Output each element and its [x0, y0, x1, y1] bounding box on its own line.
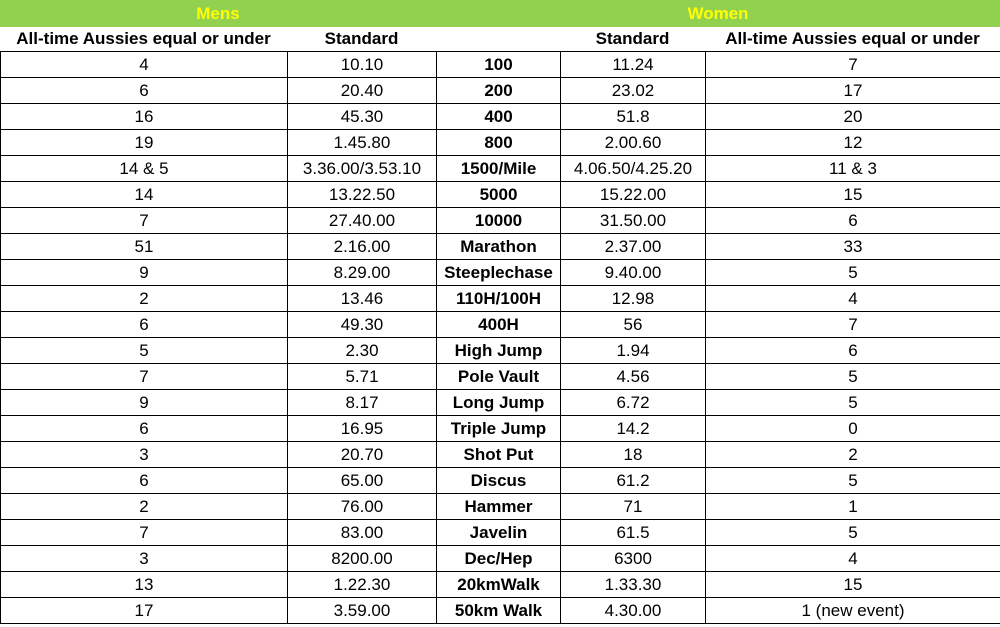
header-women-count: All-time Aussies equal or under: [725, 29, 980, 48]
cell-men-count: 3: [1, 442, 288, 468]
cell-event: Javelin: [437, 520, 561, 546]
cell-men-count: 2: [1, 494, 288, 520]
table-row: [1, 104, 1000, 130]
cell-women-standard: 11.24: [561, 52, 706, 78]
table-row: [1, 208, 1000, 234]
cell-women-count: 4: [706, 546, 1000, 572]
table-row: [1, 468, 1000, 494]
header-men-standard: Standard: [324, 29, 399, 48]
cell-men-count: 6: [1, 312, 288, 338]
cell-women-count: 1: [706, 494, 1000, 520]
cell-men-standard: 13.22.50: [288, 182, 437, 208]
cell-women-standard: 56: [561, 312, 706, 338]
cell-women-count: 1 (new event): [706, 598, 1000, 624]
cell-event: Shot Put: [437, 442, 561, 468]
cell-women-standard: 4.06.50/4.25.20: [561, 156, 706, 182]
cell-men-count: 2: [1, 286, 288, 312]
cell-men-standard: 1.22.30: [288, 572, 437, 598]
cell-event: 400H: [437, 312, 561, 338]
cell-men-count: 9: [1, 390, 288, 416]
table-row: [1, 78, 1000, 104]
cell-men-standard: 49.30: [288, 312, 437, 338]
cell-event: Pole Vault: [437, 364, 561, 390]
cell-event: Long Jump: [437, 390, 561, 416]
cell-men-standard: 2.16.00: [288, 234, 437, 260]
cell-men-count: 3: [1, 546, 288, 572]
cell-event: 110H/100H: [437, 286, 561, 312]
header-women-standard: Standard: [595, 29, 670, 48]
cell-men-standard: 76.00: [288, 494, 437, 520]
cell-event: 100: [437, 52, 561, 78]
cell-women-standard: 2.00.60: [561, 130, 706, 156]
cell-women-standard: 61.2: [561, 468, 706, 494]
cell-women-count: 5: [706, 390, 1000, 416]
cell-women-count: 7: [706, 312, 1000, 338]
standards-table-body: [1, 52, 1000, 624]
table-row: [1, 390, 1000, 416]
cell-men-standard: 65.00: [288, 468, 437, 494]
cell-women-standard: 23.02: [561, 78, 706, 104]
table-row: [1, 416, 1000, 442]
cell-women-count: 6: [706, 208, 1000, 234]
table-row: [1, 260, 1000, 286]
cell-men-count: 6: [1, 78, 288, 104]
cell-men-count: 7: [1, 520, 288, 546]
cell-women-count: 2: [706, 442, 1000, 468]
cell-women-standard: 4.30.00: [561, 598, 706, 624]
table-row: [1, 286, 1000, 312]
cell-women-count: 12: [706, 130, 1000, 156]
cell-men-standard: 8200.00: [288, 546, 437, 572]
cell-men-standard: 3.36.00/3.53.10: [288, 156, 437, 182]
cell-event: Triple Jump: [437, 416, 561, 442]
cell-men-count: 7: [1, 364, 288, 390]
cell-men-standard: 45.30: [288, 104, 437, 130]
cell-men-standard: 1.45.80: [288, 130, 437, 156]
cell-women-standard: 1.33.30: [561, 572, 706, 598]
cell-men-standard: 83.00: [288, 520, 437, 546]
cell-women-count: 0: [706, 416, 1000, 442]
table-row: [1, 494, 1000, 520]
cell-women-count: 11 & 3: [706, 156, 1000, 182]
table-row: [1, 182, 1000, 208]
cell-men-count: 6: [1, 416, 288, 442]
cell-men-count: 13: [1, 572, 288, 598]
cell-women-standard: 51.8: [561, 104, 706, 130]
table-row: [1, 52, 1000, 78]
cell-women-count: 5: [706, 260, 1000, 286]
table-row: [1, 442, 1000, 468]
table-row: [1, 364, 1000, 390]
cell-men-count: 17: [1, 598, 288, 624]
cell-men-count: 7: [1, 208, 288, 234]
cell-men-count: 6: [1, 468, 288, 494]
table-row: [1, 598, 1000, 624]
cell-men-standard: 13.46: [288, 286, 437, 312]
cell-event: High Jump: [437, 338, 561, 364]
cell-men-count: 9: [1, 260, 288, 286]
cell-women-standard: 61.5: [561, 520, 706, 546]
table-row: [1, 312, 1000, 338]
table-row: [1, 520, 1000, 546]
cell-men-count: 19: [1, 130, 288, 156]
cell-men-count: 16: [1, 104, 288, 130]
cell-men-standard: 20.40: [288, 78, 437, 104]
cell-men-standard: 2.30: [288, 338, 437, 364]
table-row: [1, 338, 1000, 364]
cell-event: 400: [437, 104, 561, 130]
cell-men-count: 14: [1, 182, 288, 208]
cell-women-standard: 6300: [561, 546, 706, 572]
cell-women-count: 5: [706, 520, 1000, 546]
cell-women-standard: 2.37.00: [561, 234, 706, 260]
cell-men-standard: 8.29.00: [288, 260, 437, 286]
cell-event: 800: [437, 130, 561, 156]
cell-event: 5000: [437, 182, 561, 208]
cell-women-standard: 4.56: [561, 364, 706, 390]
cell-event: Dec/Hep: [437, 546, 561, 572]
cell-women-count: 15: [706, 572, 1000, 598]
cell-women-standard: 15.22.00: [561, 182, 706, 208]
table-row: [1, 234, 1000, 260]
cell-men-count: 14 & 5: [1, 156, 288, 182]
cell-women-standard: 18: [561, 442, 706, 468]
cell-event: 200: [437, 78, 561, 104]
cell-women-standard: 6.72: [561, 390, 706, 416]
cell-event: Hammer: [437, 494, 561, 520]
cell-women-count: 4: [706, 286, 1000, 312]
cell-women-count: 7: [706, 52, 1000, 78]
cell-men-standard: 3.59.00: [288, 598, 437, 624]
cell-event: 1500/Mile: [437, 156, 561, 182]
cell-women-standard: 71: [561, 494, 706, 520]
cell-event: Steeplechase: [437, 260, 561, 286]
cell-event: Discus: [437, 468, 561, 494]
cell-men-standard: 8.17: [288, 390, 437, 416]
cell-women-count: 5: [706, 364, 1000, 390]
cell-women-standard: 1.94: [561, 338, 706, 364]
cell-men-standard: 20.70: [288, 442, 437, 468]
cell-event: Marathon: [437, 234, 561, 260]
cell-women-standard: 12.98: [561, 286, 706, 312]
cell-women-standard: 14.2: [561, 416, 706, 442]
table-row: [1, 572, 1000, 598]
cell-women-count: 6: [706, 338, 1000, 364]
cell-men-count: 4: [1, 52, 288, 78]
mens-banner: Mens: [0, 0, 436, 27]
table-row: [1, 546, 1000, 572]
cell-men-standard: 10.10: [288, 52, 437, 78]
cell-women-standard: 31.50.00: [561, 208, 706, 234]
cell-men-standard: 16.95: [288, 416, 437, 442]
table-row: [1, 156, 1000, 182]
table-row: [1, 130, 1000, 156]
cell-women-count: 33: [706, 234, 1000, 260]
cell-event: 10000: [437, 208, 561, 234]
standards-table: [0, 51, 1000, 624]
cell-event: 50km Walk: [437, 598, 561, 624]
header-men-count: All-time Aussies equal or under: [16, 29, 271, 48]
cell-women-standard: 9.40.00: [561, 260, 706, 286]
cell-women-count: 15: [706, 182, 1000, 208]
cell-women-count: 20: [706, 104, 1000, 130]
cell-event: 20kmWalk: [437, 572, 561, 598]
cell-women-count: 5: [706, 468, 1000, 494]
cell-men-count: 5: [1, 338, 288, 364]
cell-men-count: 51: [1, 234, 288, 260]
women-banner: Women: [436, 0, 1000, 27]
cell-men-standard: 27.40.00: [288, 208, 437, 234]
cell-men-standard: 5.71: [288, 364, 437, 390]
cell-women-count: 17: [706, 78, 1000, 104]
